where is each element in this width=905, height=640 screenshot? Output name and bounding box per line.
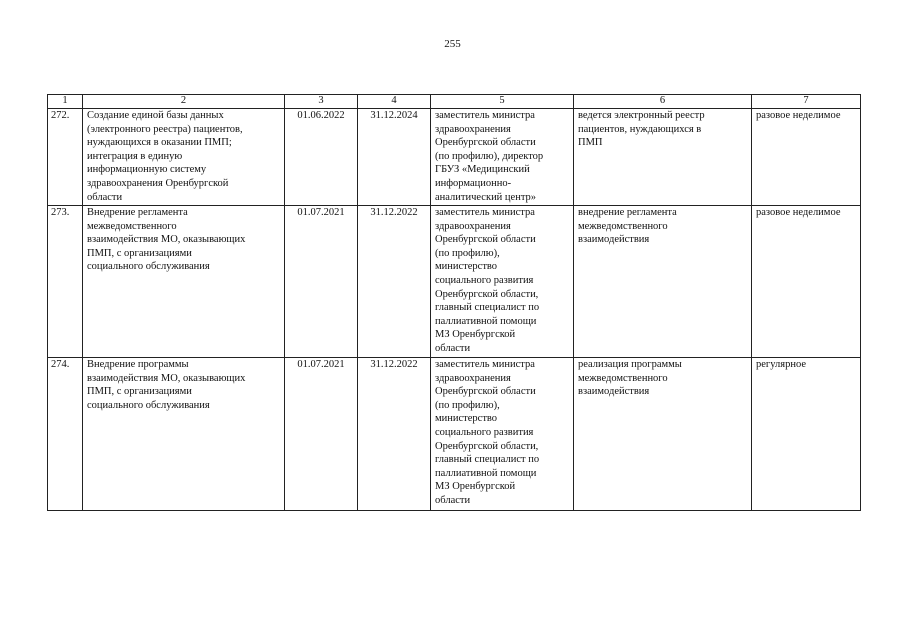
row-number: 273.: [48, 206, 83, 358]
responsible-cell: заместитель министра здравоохранения Оренбургской области (по профилю), министерство социального развития Оренбургской области, главный специалист по паллиативной помощи МЗ Оренбургской области: [431, 358, 574, 511]
page-number: 255: [444, 38, 461, 50]
type-cell: разовое неделимое: [752, 109, 861, 206]
result-cell: ведется электронный реестр пациентов, нуждающихся в ПМП: [574, 109, 752, 206]
column-header-2: 2: [83, 95, 285, 109]
end-date-cell: 31.12.2022: [358, 358, 431, 511]
end-date-cell: 31.12.2024: [358, 109, 431, 206]
row-number: 272.: [48, 109, 83, 206]
start-date-cell: 01.07.2021: [285, 206, 358, 358]
responsible-cell: заместитель министра здравоохранения Оренбургской области (по профилю), министерство социального развития Оренбургской области, главный специалист по паллиативной помощи МЗ Оренбургской области: [431, 206, 574, 358]
column-header-3: 3: [285, 95, 358, 109]
start-date-cell: 01.07.2021: [285, 358, 358, 511]
start-date-cell: 01.06.2022: [285, 109, 358, 206]
table-row: [48, 109, 861, 206]
measure-cell: Создание единой базы данных (электронного реестра) пациентов, нуждающихся в оказании ПМП; интеграция в единую информационную систему здравоохранения Оренбургской области: [83, 109, 285, 206]
header-row: [48, 95, 861, 109]
row-number: 274.: [48, 358, 83, 511]
measure-cell: Внедрение регламента межведомственного взаимодействия МО, оказывающих ПМП, с организациями социального обслуживания: [83, 206, 285, 358]
table-row: [48, 206, 861, 358]
responsible-cell: заместитель министра здравоохранения Оренбургской области (по профилю), директор ГБУЗ «Медицинский информационно- аналитический центр»: [431, 109, 574, 206]
column-header-6: 6: [574, 95, 752, 109]
column-header-1: 1: [48, 95, 83, 109]
table-row: [48, 358, 861, 511]
column-header-4: 4: [358, 95, 431, 109]
type-cell: разовое неделимое: [752, 206, 861, 358]
result-cell: реализация программы межведомственного взаимодействия: [574, 358, 752, 511]
end-date-cell: 31.12.2022: [358, 206, 431, 358]
result-cell: внедрение регламента межведомственного взаимодействия: [574, 206, 752, 358]
measures-table: [47, 94, 861, 511]
type-cell: регулярное: [752, 358, 861, 511]
column-header-5: 5: [431, 95, 574, 109]
column-header-7: 7: [752, 95, 861, 109]
measure-cell: Внедрение программы взаимодействия МО, оказывающих ПМП, с организациями социального обслуживания: [83, 358, 285, 511]
